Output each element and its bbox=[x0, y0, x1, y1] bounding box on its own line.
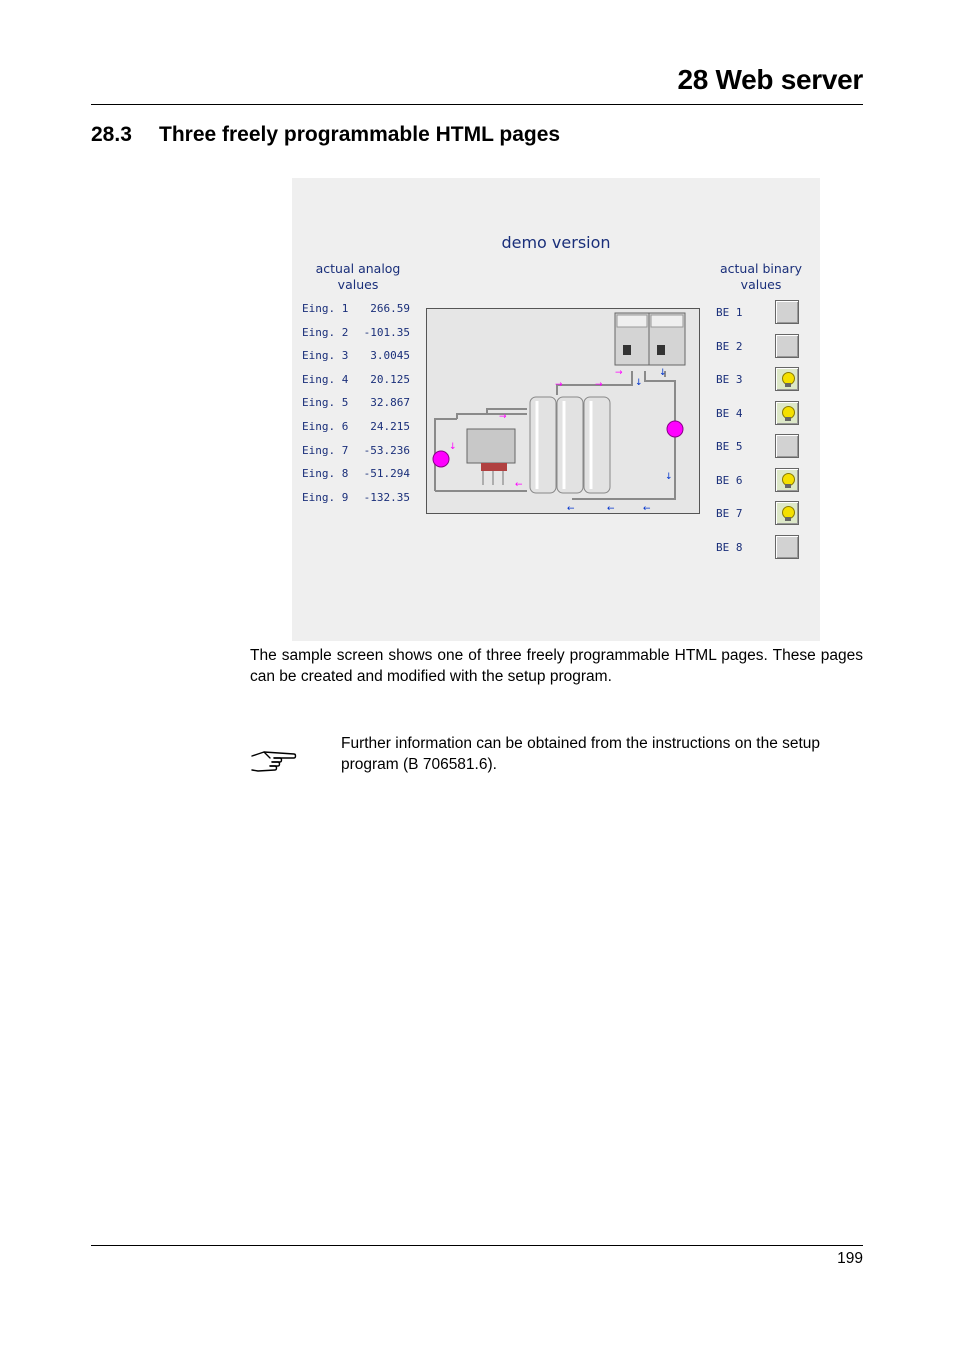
svg-text:←: ← bbox=[607, 504, 615, 513]
binary-label: BE 1 bbox=[716, 306, 743, 319]
plant-schematic-icon bbox=[427, 309, 699, 513]
header-divider bbox=[91, 104, 863, 105]
analog-heading bbox=[306, 261, 410, 293]
chapter-title: 28 Web server bbox=[677, 64, 863, 95]
analog-value: 24.215 bbox=[370, 420, 410, 433]
analog-label: Eing. 9 bbox=[302, 490, 349, 504]
svg-text:↓: ↓ bbox=[665, 472, 673, 482]
svg-text:↓: ↓ bbox=[635, 378, 643, 388]
analog-value: -101.35 bbox=[363, 325, 410, 339]
analog-value: -132.35 bbox=[363, 490, 410, 504]
binary-label: BE 4 bbox=[716, 406, 743, 420]
lamp-on-indicator bbox=[775, 501, 799, 525]
binary-heading-line1: actual binary bbox=[720, 261, 802, 276]
page-number: 199 bbox=[837, 1250, 863, 1267]
section-title-text: Three freely programmable HTML pages bbox=[159, 123, 561, 146]
analog-value: 20.125 bbox=[370, 372, 410, 386]
svg-text:→: → bbox=[615, 368, 623, 378]
binary-label: BE 7 bbox=[716, 507, 743, 520]
bulb-base bbox=[785, 517, 791, 521]
footer-divider bbox=[91, 1245, 863, 1246]
binary-label: BE 3 bbox=[716, 373, 743, 386]
svg-text:→: → bbox=[499, 412, 507, 422]
analog-label: Eing. 3 bbox=[302, 349, 349, 363]
svg-text:→: → bbox=[555, 380, 563, 390]
binary-label: BE 2 bbox=[716, 339, 743, 353]
svg-text:←: ← bbox=[515, 480, 523, 490]
svg-text:↓: ↓ bbox=[449, 442, 457, 452]
lamp-on-indicator bbox=[775, 401, 799, 425]
binary-label: BE 6 bbox=[716, 473, 743, 487]
lamp-off-indicator bbox=[775, 535, 799, 559]
lamp-off-indicator bbox=[775, 434, 799, 458]
analog-value: 266.59 bbox=[370, 302, 410, 315]
lamp-on-indicator bbox=[775, 367, 799, 391]
process-diagram bbox=[426, 308, 700, 514]
screen-title: demo version bbox=[501, 233, 611, 252]
svg-text:→: → bbox=[595, 380, 603, 390]
sample-screen bbox=[292, 178, 820, 641]
lamp-on-indicator bbox=[775, 468, 799, 492]
analog-heading-line1: actual analog bbox=[315, 261, 401, 276]
svg-text:↓: ↓ bbox=[659, 368, 667, 378]
section-title bbox=[91, 123, 560, 147]
lamp-off-indicator bbox=[775, 300, 799, 324]
analog-label: Eing. 2 bbox=[302, 325, 349, 339]
analog-label: Eing. 4 bbox=[302, 372, 349, 386]
analog-label: Eing. 7 bbox=[302, 443, 349, 457]
body-paragraph: The sample screen shows one of three freely programmable HTML pages. These pages can be created and modified with the setup program. bbox=[250, 647, 863, 685]
analog-label: Eing. 5 bbox=[302, 396, 349, 410]
svg-text:←: ← bbox=[567, 504, 575, 513]
analog-value: 3.0045 bbox=[370, 349, 410, 363]
binary-heading bbox=[710, 261, 812, 293]
analog-heading-line2: values bbox=[337, 277, 379, 292]
analog-label: Eing. 1 bbox=[302, 302, 349, 315]
section-number: 28.3 bbox=[91, 123, 132, 146]
analog-value: -53.236 bbox=[363, 443, 410, 457]
binary-heading-line2: values bbox=[740, 277, 782, 292]
binary-label: BE 8 bbox=[716, 540, 743, 554]
analog-label: Eing. 6 bbox=[302, 420, 349, 433]
pointing-hand-icon bbox=[250, 748, 298, 778]
analog-value: 32.867 bbox=[370, 396, 410, 410]
bulb-base bbox=[785, 484, 791, 488]
analog-value: -51.294 bbox=[363, 467, 410, 481]
analog-label: Eing. 8 bbox=[302, 467, 349, 481]
svg-text:←: ← bbox=[643, 504, 651, 513]
note-text: Further information can be obtained from the instructions on the setup program (B 706581.6). bbox=[341, 735, 821, 773]
bulb-base bbox=[785, 383, 791, 387]
binary-label: BE 5 bbox=[716, 440, 743, 453]
bulb-base bbox=[785, 417, 791, 421]
lamp-off-indicator bbox=[775, 334, 799, 358]
